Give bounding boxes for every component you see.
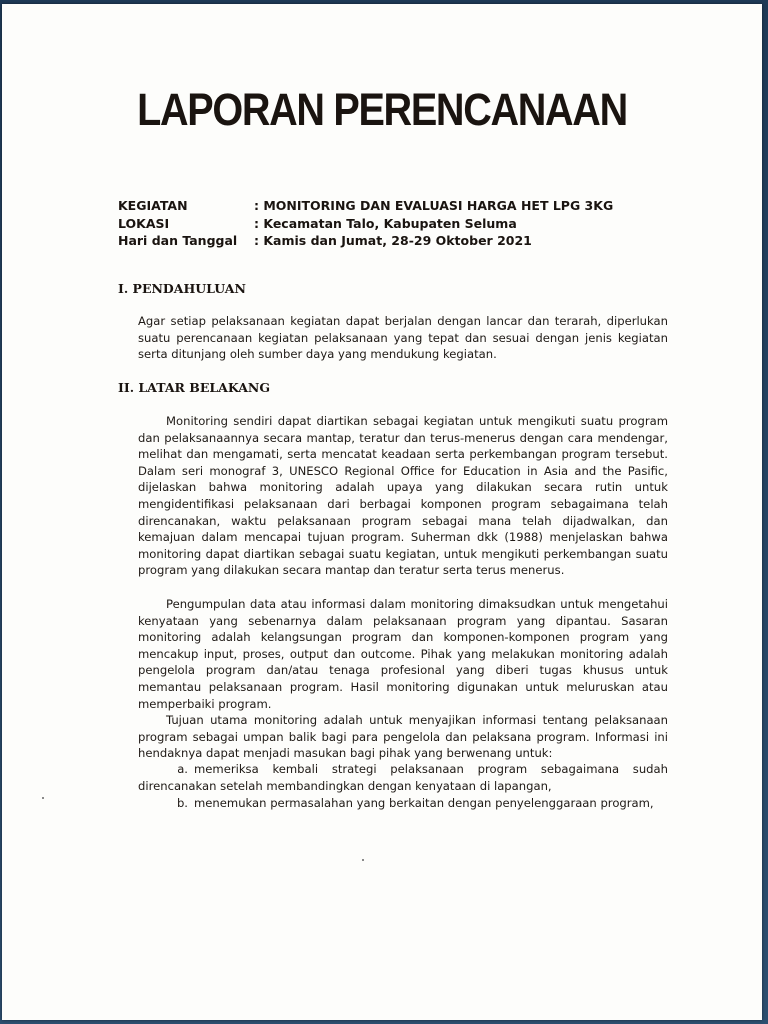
list-marker: b. <box>176 796 188 810</box>
scan-speck <box>362 859 364 861</box>
meta-label: KEGIATAN <box>118 198 188 213</box>
list-marker: a. <box>177 762 188 776</box>
meta-label: Hari dan Tanggal <box>118 233 238 248</box>
meta-row-kegiatan <box>118 197 613 215</box>
meta-value: : Kecamatan Talo, Kabupaten Seluma <box>254 215 517 231</box>
latar-belakang-paragraph-2: Pengumpulan data atau informasi dalam monitoring dimaksudkan untuk mengetahui kenyataan yang sebenarnya dalam pelaksanaan program yang dipantau. Sasaran monitoring adalah kelangsungan program dan komponen-komponen program yang mencakup input, proses, output dan outcome. Pihak yang melakukan monitoring adalah pengelola program dan/atau tenaga profesional yang diberi tugas khusus untuk memantau pelaksanaan program. Hasil monitoring digunakan untuk meluruskan atau memperbaiki program. <box>138 597 668 711</box>
pendahuluan-paragraph: Agar setiap pelaksanaan kegiatan dapat berjalan dengan lancar dan terarah, diperlukan suatu perencanaan kegiatan pelaksanaan yang tepat dan sesuai dengan jenis kegiatan serta ditunjang oleh sumber daya yang mendukung kegiatan. <box>138 314 668 362</box>
latar-belakang-paragraph-1: Monitoring sendiri dapat diartikan sebagai kegiatan untuk mengikuti suatu program dan pelaksanaannya secara mantap, teratur dan terus-menerus dengan cara mendengar, melihat dan mengamati, serta mencatat keadaan serta perkembangan program tersebut. Dalam seri monograf 3, UNESCO Regional Office for Education in Asia and the Pasific, dijelaskan bahwa monitoring adalah upaya yang dilakukan secara rutin untuk mengidentifikasi pelaksanaan dari berbagai komponen program sebagaimana telah direncanakan, waktu pelaksanaan program sebagai mana telah dijadwalkan, dan kemajuan dalam mencapai tujuan program. Suherman dkk (1988) menjelaskan bahwa monitoring dapat diartikan sebagai suatu kegiatan, untuk mengikuti perkembangan suatu program yang dilakukan secara mantap dan teratur serta terus menerus. <box>138 414 668 578</box>
list-item <box>138 761 668 794</box>
meta-row-lokasi <box>118 215 613 233</box>
scan-speck <box>42 797 44 799</box>
document-title: LAPORAN PERENCANAAN <box>137 84 627 135</box>
meta-value: : Kamis dan Jumat, 28-29 Oktober 2021 <box>254 233 532 248</box>
list-item <box>138 795 668 812</box>
latar-belakang-paragraph-3: Tujuan utama monitoring adalah untuk menyajikan informasi tentang pelaksanaan program sebagai umpan balik bagi para pengelola dan pelaksana program. Informasi ini hendaknya dapat menjadi masukan bagi pihak yang berwenang untuk: <box>138 713 668 761</box>
section-heading-latar-belakang: II. LATAR BELAKANG <box>118 380 270 395</box>
meta-table <box>118 197 613 250</box>
meta-label: LOKASI <box>118 215 170 231</box>
document-page <box>2 4 762 1020</box>
meta-value: : MONITORING DAN EVALUASI HARGA HET LPG 3KG <box>254 198 614 213</box>
list-item-text: memeriksa kembali strategi pelaksanaan program sebagaimana sudah direncanakan setelah membandingkan dengan kenyataan di lapangan, <box>138 762 668 793</box>
meta-row-tanggal <box>118 232 613 250</box>
list-item-text: menemukan permasalahan yang berkaitan dengan penyelenggaraan program, <box>194 796 654 810</box>
section-heading-pendahuluan: I. PENDAHULUAN <box>118 281 246 296</box>
